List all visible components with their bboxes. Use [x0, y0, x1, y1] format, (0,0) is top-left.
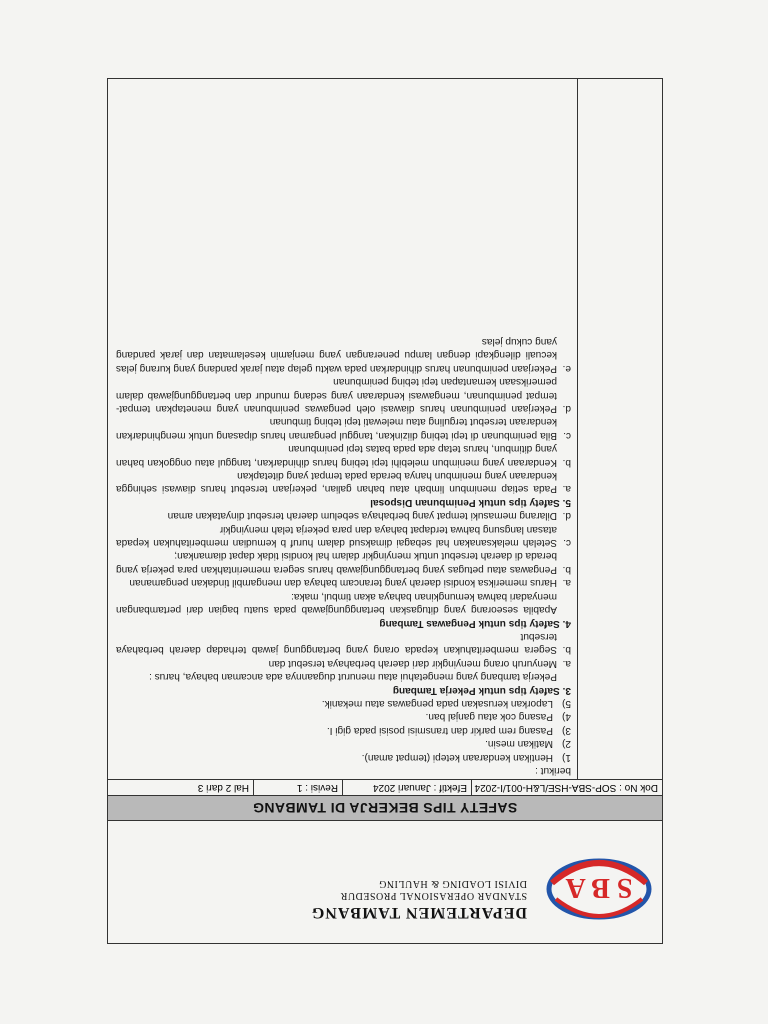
section-4-marker: d.: [562, 510, 571, 522]
section-5-list: [116, 335, 571, 496]
step-item: [116, 697, 571, 710]
content-table: [108, 79, 662, 779]
logo-text: S B A: [565, 872, 633, 903]
section-4-intro: [116, 589, 571, 616]
section-4-intro-text: Apabila seseorang yang ditugaskan bertanggungjawab pada suatu bagian dari pertambangan menyadari bahwa kemungkinan bahaya akan timbul, maka:: [116, 590, 557, 616]
intro-text: berikut :: [535, 765, 571, 776]
section-5-marker: e.: [562, 362, 571, 374]
section-5-text: Pekerjaan penimbunan harus diawasi oleh pengawas penimbunan yang menetapkan tempat-tempat penimbunan, mengawasi kendaraan yang sedang mundur dan bertanggungjawab dalam pemeriksaan kemantapan tepi tebing penimbunan: [116, 376, 557, 415]
page-number: Hal 2 dari 3: [197, 782, 249, 793]
step-marker: 2): [562, 738, 571, 750]
section-3-text: Segera memberitahukan kepada orang yang bertanggung jawab terhadap daerah berbahaya tersebut: [116, 630, 557, 656]
section-4-item: [116, 509, 571, 522]
step-text: Pasang rem parkir dan transmisi posisi pada gigi I.: [326, 724, 553, 736]
step-text: Hentikan kendaraan ketepi (tempat aman).: [361, 751, 553, 763]
step-item: [116, 750, 571, 763]
section-5-item: [116, 335, 571, 375]
step-marker: 5): [562, 697, 571, 709]
document-header: [108, 821, 662, 943]
section-3-intro-text: Pekerja tambang yang mengetahui atau menurut dugaannya ada ancaman bahaya, harus :: [149, 671, 557, 683]
section-5-item: [116, 442, 571, 469]
step-item: [116, 710, 571, 723]
section-5-text: Kendaraan yang menimbun melebihi tepi tebing harus dihindarkan, tanggul atau onggokan bahan yang ditimbun, harus tetap ada pada batas tepi penimbunan: [116, 443, 557, 468]
step-marker: 1): [562, 751, 571, 763]
section-3-text: Menyuruh orang menyingkir dari daerah berbahaya tersebut dan: [268, 657, 557, 669]
content-body: [108, 79, 577, 779]
section-4-marker: c.: [563, 537, 571, 549]
section-5-title: 5. Safety tips untuk Penimbunan Disposal: [370, 496, 571, 508]
section-3-item: [116, 630, 571, 657]
step-text: Pasang cok atau ganjal ban.: [425, 711, 553, 723]
steps-list: [116, 697, 571, 764]
document-type: STANDAR OPERASIONAL PROSEDUR: [340, 889, 527, 901]
section-4-text: Setelah melaksanakan hal sebagai dimaksud dalam huruf b kemudian memberitahukan kepada atasan langsung bahwa terdapat bahaya dan para pekerja telah menyingkir: [116, 523, 557, 549]
section-3-intro: [116, 670, 571, 683]
document-meta-row: [108, 779, 662, 795]
step-text: Matikan mesin.: [485, 738, 553, 750]
section-4-text: Dilarang memasuki tempat yang berbahaya sebelum daerah tersebut dinyatakan aman: [167, 510, 557, 522]
step-text: Laporkan kerusakan pada pengawas atau mekanik.: [321, 697, 553, 709]
section-5-item: [116, 375, 571, 415]
section-4-item: [116, 522, 571, 549]
step-item: [116, 723, 571, 736]
section-4-item: [116, 576, 571, 589]
step-item: [116, 737, 571, 750]
section-4-text: Harus memeriksa kondisi daerah yang terancam bahaya dan mengambil tindakan pengamanan: [129, 577, 557, 589]
section-4-title: 4. Safety tips untuk Pengawas Tambang: [379, 617, 571, 629]
section-5-marker: d.: [562, 403, 571, 415]
section-3-item: [116, 656, 571, 669]
section-5-text: Pada setiap menimbun limbah atau bahan galian, pekerjaan tersebut harus diawasi sehingga kendaraan yang menimbun hanya berada pada tempat yang ditetapkan: [116, 470, 557, 495]
section-4-item: [116, 549, 571, 576]
section-4-marker: a.: [562, 577, 571, 589]
section-5-marker: a.: [562, 483, 571, 495]
section-5-item: [116, 469, 571, 496]
section-4-list: [116, 509, 571, 589]
division-name: DIVISI LOADING & HAULING: [378, 878, 527, 890]
section-3-marker: a.: [562, 657, 571, 669]
doc-number: Dok No : SOP-SBA-HSE/L&H-001/I-2024: [471, 780, 662, 795]
left-column: [577, 79, 662, 779]
section-4-text: Pengawas atau petugas yang bertanggungjawab harus segera memerintahkan para pekerja yang berada di daerah tersebut untuk menyingkir dalam hal kondisi tidak dapat diamankan;: [116, 550, 557, 575]
section-5-text: Pekerjaan penimbunan harus dihindarkan pada waktu gelap atau jarak pandang yang kurang jelas kecuali dilengkapi dengan lampu penerangan yang menjamin keselamatan dan jarak pandang yang cukup jelas: [116, 336, 557, 374]
step-marker: 4): [562, 711, 571, 723]
department-name: DEPARTEMEN TAMBANG: [310, 904, 527, 921]
section-3-marker: b.: [562, 644, 571, 656]
section-3-list: [116, 630, 571, 670]
section-4-marker: b.: [562, 563, 571, 575]
section-5-marker: b.: [562, 456, 571, 468]
section-5-item: [116, 415, 571, 442]
revision: Revisi : 1: [253, 780, 342, 795]
section-5-marker: c.: [563, 429, 571, 441]
section-3-title: 3. Safety tips untuk Pekerja Tambang: [392, 684, 571, 696]
step-marker: 3): [562, 724, 571, 736]
company-logo: [546, 851, 652, 927]
section-5-text: Bila penimbunan di tepi tebing diizinkan, tanggul pengaman harus dipasang untuk menghindarkan kendaraan tersebut terguling atau melewati tepi tebing timbunan: [116, 416, 557, 441]
document-title: SAFETY TIPS BEKERJA DI TAMBANG: [108, 795, 662, 821]
document-frame: [107, 78, 663, 944]
department-block: [297, 878, 527, 921]
effective-date: Efektif : Januari 2024: [342, 780, 471, 795]
